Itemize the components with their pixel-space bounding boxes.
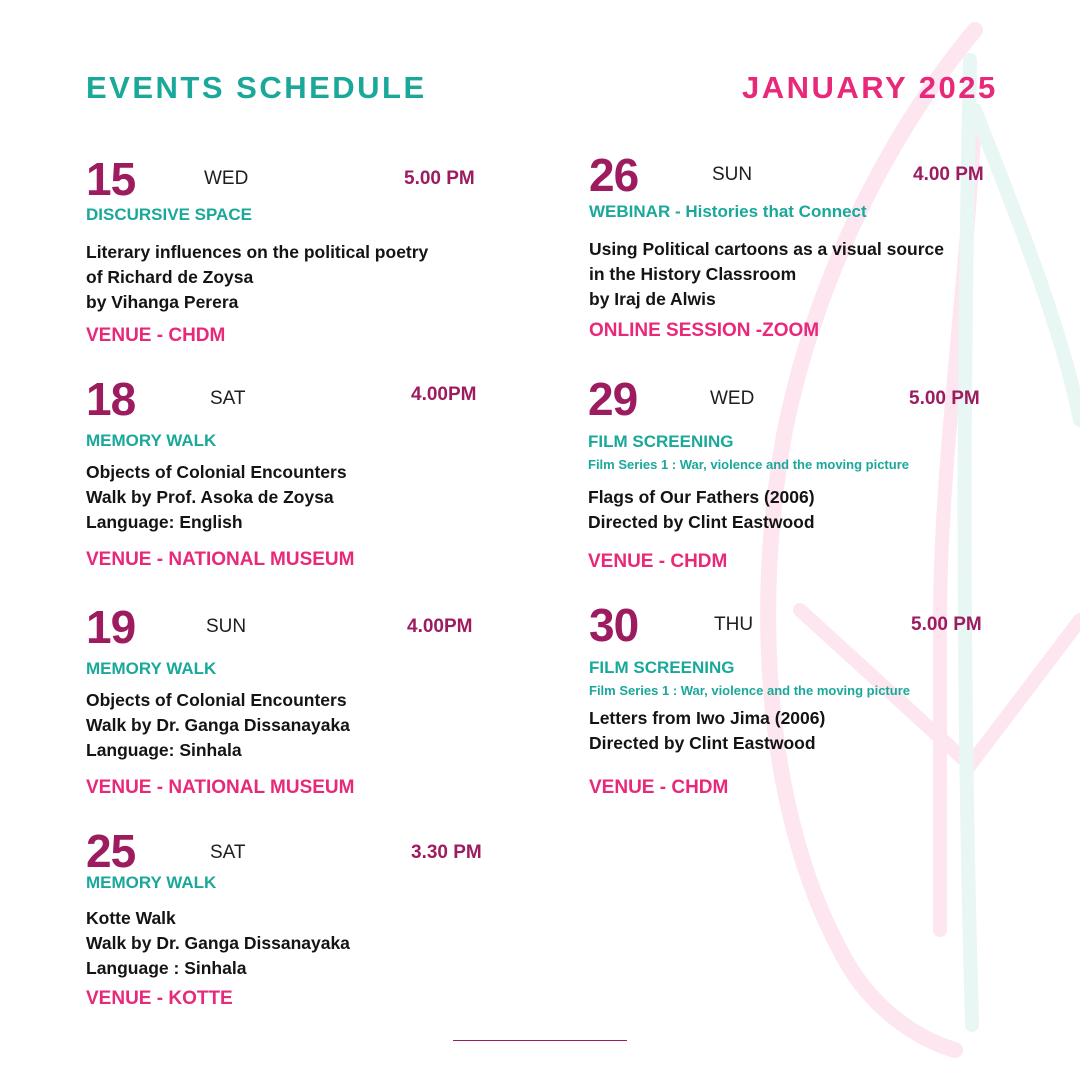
event-time: 4.00PM — [411, 384, 477, 405]
event-day: 15 — [86, 153, 136, 205]
event-time: 4.00 PM — [913, 164, 984, 185]
event-description — [589, 706, 825, 756]
event-line: Language: Sinhala — [86, 740, 242, 760]
event-venue: VENUE - NATIONAL MUSEUM — [86, 777, 355, 798]
event-card — [86, 601, 496, 804]
event-line: Literary influences on the political poetry — [86, 242, 429, 262]
event-card — [588, 373, 998, 576]
event-weekday: SAT — [210, 842, 246, 863]
event-line: Letters from Iwo Jima (2006) — [589, 708, 826, 728]
event-weekday: SUN — [206, 616, 247, 637]
event-line: Walk by Prof. Asoka de Zoysa — [86, 487, 334, 507]
event-category: DISCURSIVE SPACE — [86, 205, 252, 224]
event-day: 25 — [86, 825, 136, 877]
event-line: Directed by Clint Eastwood — [589, 733, 816, 753]
event-weekday: SAT — [210, 388, 246, 409]
event-description — [86, 906, 350, 981]
event-day: 18 — [86, 373, 136, 425]
event-venue: VENUE - NATIONAL MUSEUM — [86, 549, 355, 570]
event-subtitle: Film Series 1 : War, violence and the moving picture — [588, 457, 909, 472]
event-description — [86, 688, 350, 763]
event-category: WEBINAR - Histories that Connect — [589, 202, 867, 221]
event-venue: VENUE - CHDM — [86, 325, 226, 346]
event-description — [86, 240, 428, 315]
event-category: FILM SCREENING — [588, 432, 734, 451]
event-day: 29 — [588, 373, 638, 425]
event-day: 19 — [86, 601, 136, 653]
event-category: FILM SCREENING — [589, 658, 735, 677]
event-description — [589, 237, 944, 312]
event-category: MEMORY WALK — [86, 873, 217, 892]
month-title: JANUARY 2025 — [742, 70, 998, 105]
event-line: Using Political cartoons as a visual source — [589, 239, 944, 259]
event-card — [589, 149, 999, 352]
footer-divider — [453, 1040, 627, 1041]
event-time: 3.30 PM — [411, 842, 482, 863]
event-line: Objects of Colonial Encounters — [86, 462, 347, 482]
event-day: 26 — [589, 149, 639, 201]
event-description — [588, 485, 815, 535]
event-time: 5.00 PM — [909, 388, 980, 409]
event-line: Walk by Dr. Ganga Dissanayaka — [86, 933, 350, 953]
page-title: EVENTS SCHEDULE — [86, 70, 427, 105]
event-category: MEMORY WALK — [86, 431, 217, 450]
event-venue: VENUE - CHDM — [589, 777, 729, 798]
event-card — [86, 373, 496, 576]
event-line: by Vihanga Perera — [86, 292, 239, 312]
event-line: Flags of Our Fathers (2006) — [588, 487, 815, 507]
event-line: Language : Sinhala — [86, 958, 247, 978]
event-weekday: WED — [204, 168, 249, 189]
event-line: Kotte Walk — [86, 908, 176, 928]
event-line: Language: English — [86, 512, 243, 532]
event-time: 4.00PM — [407, 616, 473, 637]
event-description — [86, 460, 347, 535]
event-subtitle: Film Series 1 : War, violence and the moving picture — [589, 683, 910, 698]
event-card — [589, 599, 999, 802]
event-category: MEMORY WALK — [86, 659, 217, 678]
event-line: Directed by Clint Eastwood — [588, 512, 815, 532]
event-weekday: WED — [710, 388, 755, 409]
event-venue: VENUE - KOTTE — [86, 988, 233, 1009]
event-time: 5.00 PM — [911, 614, 982, 635]
event-line: by Iraj de Alwis — [589, 289, 716, 309]
event-card — [86, 153, 496, 356]
event-line: of Richard de Zoysa — [86, 267, 254, 287]
event-weekday: SUN — [712, 164, 753, 185]
event-time: 5.00 PM — [404, 168, 475, 189]
event-card — [86, 825, 496, 1028]
event-line: Objects of Colonial Encounters — [86, 690, 347, 710]
event-venue: VENUE - CHDM — [588, 551, 728, 572]
event-weekday: THU — [714, 614, 754, 635]
event-venue: ONLINE SESSION -ZOOM — [589, 320, 820, 341]
event-line: Walk by Dr. Ganga Dissanayaka — [86, 715, 350, 735]
event-day: 30 — [589, 599, 639, 651]
event-line: in the History Classroom — [589, 264, 797, 284]
